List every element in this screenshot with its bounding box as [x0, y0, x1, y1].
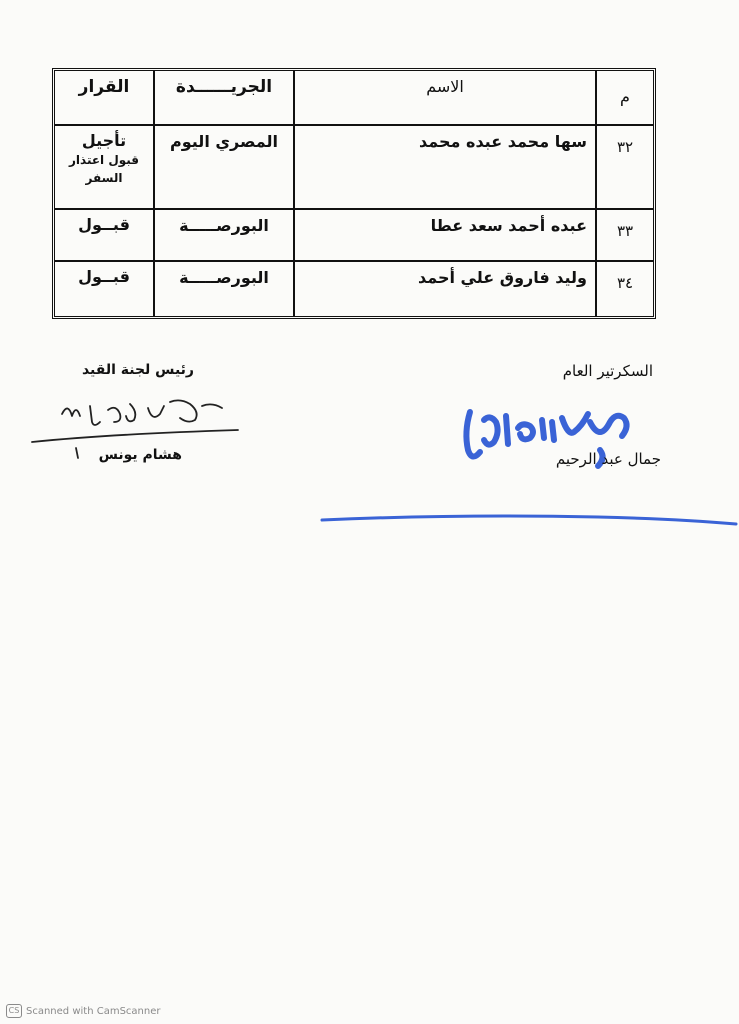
- table-header-row: [55, 71, 653, 125]
- records-table-frame: [52, 68, 656, 319]
- header-decision: القرار: [55, 71, 154, 125]
- chairman-name: هشام يونس: [98, 447, 182, 463]
- row-newspaper: البورصـــــة: [154, 209, 294, 261]
- header-name: الاسم: [294, 71, 596, 125]
- row-decision-note: قبول اعتذار: [68, 153, 140, 168]
- row-number: ٣٤: [596, 261, 653, 316]
- chairman-title: رئيس لجنة القيد: [81, 362, 194, 378]
- row-name: عبده أحمد سعد عطا: [294, 209, 596, 261]
- row-name: وليد فاروق علي أحمد: [294, 261, 596, 316]
- header-newspaper: الجريــــــدة: [154, 71, 294, 125]
- row-newspaper: المصري اليوم: [154, 125, 294, 209]
- secretary-title: السكرتير العام: [562, 362, 653, 380]
- records-table: [55, 71, 653, 316]
- camscanner-logo-icon: CS: [6, 1004, 22, 1018]
- row-number: ٣٣: [596, 209, 653, 261]
- row-decision: قبــول: [55, 261, 154, 316]
- secretary-name: جمال عبد الرحيم: [555, 450, 661, 468]
- row-decision-note: السفر: [85, 170, 123, 185]
- table-row: [55, 261, 653, 316]
- header-number: م: [596, 71, 653, 125]
- table-row: [55, 209, 653, 261]
- row-decision: قبــول: [55, 209, 154, 261]
- row-name: سها محمد عبده محمد: [294, 125, 596, 209]
- row-newspaper: البورصـــــة: [154, 261, 294, 316]
- scanner-watermark-text: Scanned with CamScanner: [26, 1005, 161, 1017]
- row-number: ٣٢: [596, 125, 653, 209]
- row-decision-cell: [55, 125, 154, 209]
- table-row: [55, 125, 653, 209]
- scanner-watermark: [6, 1004, 161, 1018]
- row-decision: تأجيل: [81, 131, 127, 150]
- pen-stroke-line: [318, 508, 739, 532]
